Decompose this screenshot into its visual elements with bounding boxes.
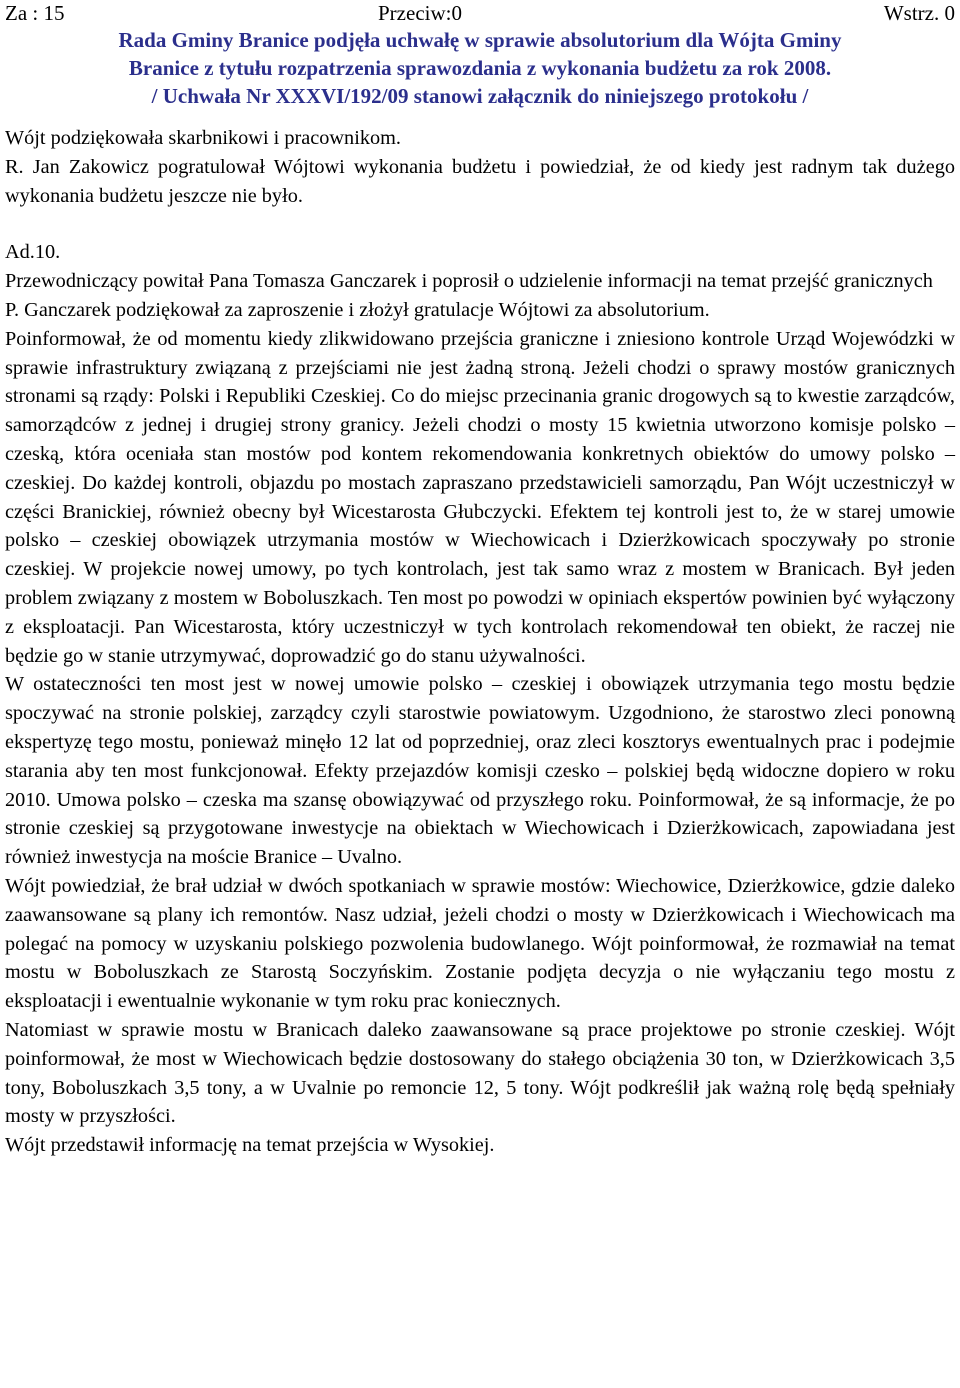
paragraph-ganczarek-info: Poinformował, że od momentu kiedy zlikwidowano przejścia graniczne i zniesiono kontrole Urząd Wojewódzki w sprawie infrastruktury związaną z przejściami nie jest żadną stroną. Jeżeli chodzi o sprawy mostów granicznych stronami są rządy: Polski i Republiki Czeskiej. Co do miejsc przecinania granic drogowych są to kwestie zarządców, samorządców z jednej i drugiej strony granicy. Jeżeli chodzi o mosty 15 kwietnia utworzono komisje polsko – czeską, która oceniała stan mostów pod kontem rekomendowania konkretnych obiektów do umowy polsko – czeskiej. Do każdej kontroli, objazdu po mostach zapraszano przedstawicieli samorządu, Pan Wójt uczestniczył w części Branickiej, również obecny był Wicestarosta Głubczycki. Efektem tej kontroli jest to, że w starej umowie polsko – czeskiej obowiązek utrzymania mostów w Wiechowicach i Dzierżkowicach spoczywały po stronie czeskiej. W projekcie nowej umowy, po tych kontrolach, jest tak samo wraz z mostem w Branicach. Był jeden problem związany z mostem w Boboluszkach. Ten most po powodzi w opiniach ekspertów powinien być wyłączony z eksploatacji. Pan Wicestarosta, który uczestniczył w tych kontrolach rekomendował ten obiekt, że raczej nie będzie go w stanie utrzymywać, doprowadzić go do stanu używalności. <box>5 327 955 667</box>
agenda-item-heading: Ad.10. <box>5 241 61 264</box>
paragraph-thanks: Wójt podziękowała skarbnikowi i pracownikom. <box>5 127 401 149</box>
resolution-heading-line: Branice z tytułu rozpatrzenia sprawozdania z wykonania budżetu za rok 2008. <box>128 56 832 80</box>
paragraph-zakowicz: R. Jan Zakowicz pogratulował Wójtowi wykonania budżetu i powiedział, że od kiedy jest radnym tak dużego wykonania budżetu jeszcze nie było. <box>5 155 955 207</box>
vote-abstain: Wstrz. 0 <box>883 1 955 25</box>
paragraph-ostatecznosci: W ostateczności ten most jest w nowej umowie polsko – czeskiej i obowiązek utrzymania tego mostu będzie spoczywać na stronie polskiej, zarządcy czyli starostwie powiatowym. Uzgodniono, że starostwo zleci ponowną ekspertyzę tego mostu, ponieważ minęło 12 lat od poprzedniej, oraz zleci kosztorys ewentualnych prac i podejmie starania aby ten most funkcjonował. Efekty przejazdów komisji czesko – polskiej będą widoczne dopiero w roku 2010. Umowa polsko – czeska ma szansę obowiązywać od przyszłego roku. Poinformował, że są informacje, że po stronie czeskiej są przygotowane inwestycje na obiektach w Wiechowicach i Dzierżkowicach, zapowiadana jest również inwestycja na moście Branice – Uvalno. <box>5 673 955 869</box>
resolution-heading <box>5 26 955 110</box>
vote-against: Przeciw:0 <box>378 1 462 25</box>
resolution-heading-line: Rada Gminy Branice podjęła uchwałę w sprawie absolutorium dla Wójta Gminy <box>118 28 842 52</box>
paragraph-przewodniczacy: Przewodniczący powitał Pana Tomasza Ganczarek i poprosił o udzielenie informacji na temat przejść granicznych <box>5 270 933 293</box>
paragraph-ganczarek-thanks: P. Ganczarek podziękował za zaproszenie i złożył gratulacje Wójtowi za absolutorium. <box>5 298 710 321</box>
paragraph-wysoka: Wójt przedstawił informację na temat przejścia w Wysokiej. <box>5 1134 495 1157</box>
vote-result-line <box>5 0 955 26</box>
resolution-heading-line: / Uchwała Nr XXXVI/192/09 stanowi załącznik do niniejszego protokołu / <box>151 84 809 108</box>
vote-for: Za : 15 <box>5 1 65 25</box>
protocol-page <box>5 0 955 1160</box>
paragraph-natomiast: Natomiast w sprawie mostu w Branicach daleko zaawansowane są prace projektowe po stronie czeskiej. Wójt poinformował, że most w Wiechowicach będzie dostosowany do stałego obciążenia 30 ton, w Dzierżkowicach 3,5 tony, Boboluszkach 3,5 tony, a w Uvalnie po remoncie 12, 5 tony. Wójt podkreślił jak ważną rolę będą spełniały mosty w przyszłości. <box>5 1018 955 1128</box>
paragraph-wojt-spotkania: Wójt powiedział, że brał udział w dwóch spotkaniach w sprawie mostów: Wiechowice, Dzierżkowice, gdzie daleko zaawansowane są plany ich remontów. Nasz udział, jeżeli chodzi o mosty w Dzierżkowicach i Wiechowicach ma polegać na pomocy w uzyskaniu polskiego pozwolenia budowlanego. Wójt poinformował, że rozmawiał na temat mostu w Boboluszkach ze Starostą Soczyńskim. Zostanie podjęta decyzja o nie wyłączaniu tego mostu z eksploatacji i ewentualnie wykonanie w tym roku prac koniecznych. <box>5 874 955 1013</box>
